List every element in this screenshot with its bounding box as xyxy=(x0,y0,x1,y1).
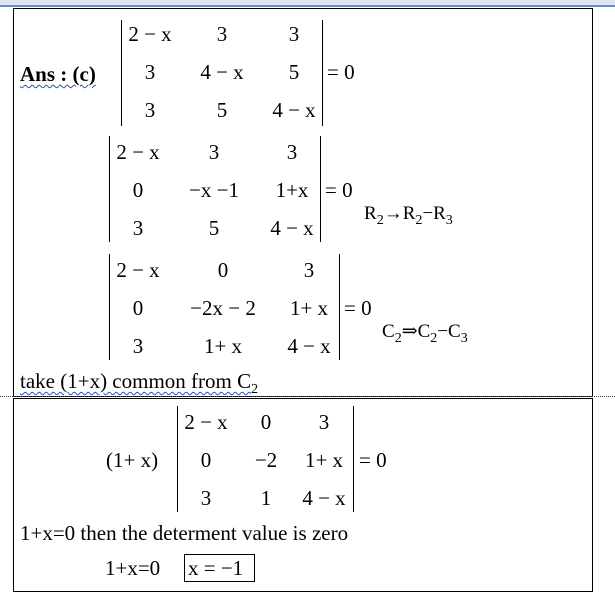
det2-cell-r3c3: 4 − x xyxy=(270,216,314,240)
det3-cell-r1c3: 3 xyxy=(303,258,315,282)
det2-right-bar xyxy=(320,136,321,242)
det1-right-bar xyxy=(322,20,323,126)
det4-equals-zero: = 0 xyxy=(359,448,387,472)
det1-cell-r2c1: 3 xyxy=(144,60,156,84)
det3-cell-r3c1: 3 xyxy=(132,334,144,358)
det4-right-bar xyxy=(353,406,354,512)
det4-cell-r3c3: 4 − x xyxy=(302,486,346,510)
det2-cell-r2c1: 0 xyxy=(132,178,144,202)
det2-cell-r1c1: 2 − x xyxy=(116,140,160,164)
det1-cell-r1c3: 3 xyxy=(288,22,300,46)
det1-equals-zero: = 0 xyxy=(327,60,355,84)
det4-cell-r2c2: −2 xyxy=(254,448,278,472)
det4-cell-r3c1: 3 xyxy=(200,486,212,510)
det1-cell-r3c1: 3 xyxy=(144,98,156,122)
det4-cell-r1c2: 0 xyxy=(260,410,272,434)
det4-cell-r3c2: 1 xyxy=(260,486,272,510)
det1-cell-r1c2: 3 xyxy=(216,22,228,46)
det2-cell-r2c2: −x −1 xyxy=(189,178,239,202)
det2-cell-r1c3: 3 xyxy=(286,140,298,164)
det2-cell-r3c1: 3 xyxy=(132,216,144,240)
det1-cell-r2c2: 4 − x xyxy=(200,60,244,84)
window-top-line xyxy=(0,5,615,7)
det1-cell-r2c3: 5 xyxy=(288,60,300,84)
det1-cell-r3c3: 4 − x xyxy=(272,98,316,122)
final-answer: x = −1 xyxy=(188,556,244,580)
det2-cell-r2c3: 1+x xyxy=(275,178,309,202)
det3-cell-r2c3: 1+ x xyxy=(289,296,329,320)
det2-cell-r3c2: 5 xyxy=(208,216,220,240)
det3-cell-r1c2: 0 xyxy=(217,258,229,282)
det4-factor: (1+ x) xyxy=(106,448,159,472)
det3-cell-r3c3: 4 − x xyxy=(287,334,331,358)
take-common-text: take (1+x) common from $C_2$ xyxy=(20,369,259,397)
det3-right-bar xyxy=(339,254,340,360)
det3-cell-r3c2: 1+ x xyxy=(203,334,243,358)
det1-cell-r1c1: 2 − x xyxy=(128,22,172,46)
answer-label: Ans : (c) xyxy=(20,62,96,86)
det2-row-operation: $R_2\to R_2-R_3$ xyxy=(364,203,453,228)
det4-cell-r2c1: 0 xyxy=(200,448,212,472)
det2-cell-r1c2: 3 xyxy=(208,140,220,164)
det4-cell-r2c3: 1+ x xyxy=(304,448,344,472)
det4-cell-r1c3: 3 xyxy=(318,410,330,434)
det4-cell-r1c1: 2 − x xyxy=(184,410,228,434)
final-equation: 1+x=0 xyxy=(105,556,161,580)
det3-cell-r2c2: −2x − 2 xyxy=(190,296,256,320)
conclusion-text: 1+x=0 then the determent value is zero xyxy=(20,521,349,545)
det1-cell-r3c2: 5 xyxy=(216,98,228,122)
det3-column-operation: $C_2\Rightarrow C_2-C_3$ xyxy=(382,321,468,346)
det2-equals-zero: = 0 xyxy=(325,178,353,202)
det3-cell-r1c1: 2 − x xyxy=(116,258,160,282)
det3-equals-zero: = 0 xyxy=(344,296,372,320)
det3-cell-r2c1: 0 xyxy=(132,296,144,320)
